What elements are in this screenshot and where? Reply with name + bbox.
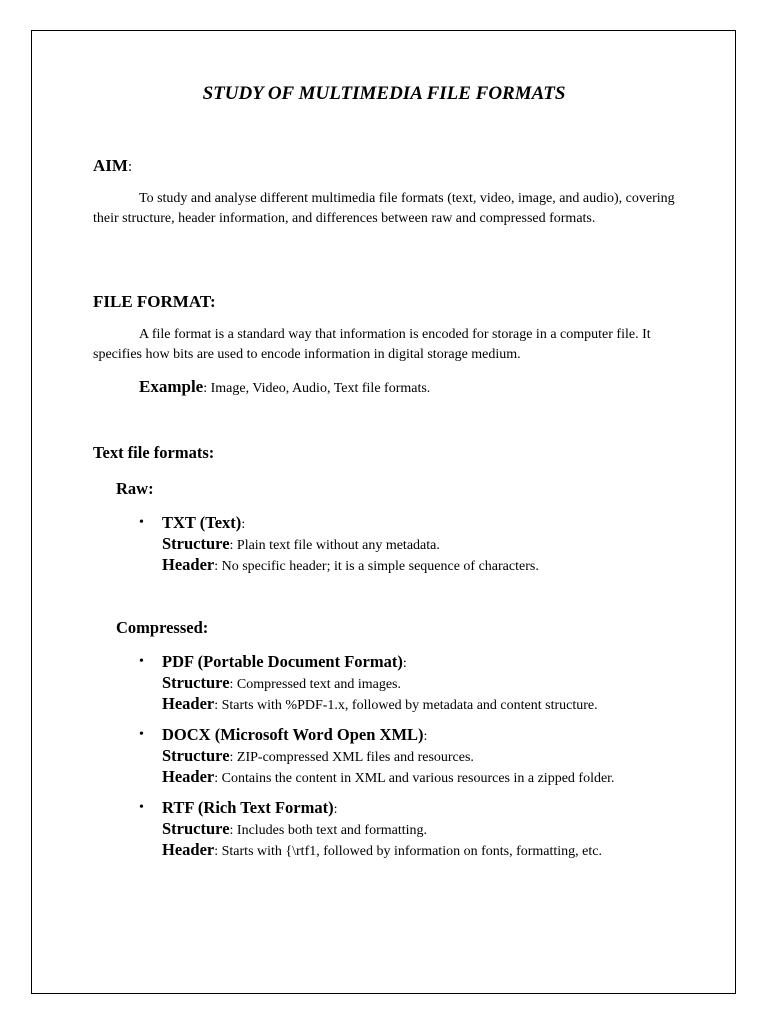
item-docx-title — [162, 725, 427, 745]
item-txt-structure — [162, 534, 440, 554]
file-format-heading: FILE FORMAT: — [93, 292, 216, 311]
header-label: Header — [162, 694, 215, 713]
structure-label: Structure — [162, 673, 230, 692]
item-docx-header — [162, 767, 615, 787]
bullet-rtf: • — [139, 800, 144, 815]
item-txt-colon: : — [241, 517, 246, 532]
item-pdf-name: PDF (Portable Document Format) — [162, 652, 403, 671]
aim-heading — [93, 156, 132, 176]
bullet-txt: • — [139, 515, 144, 530]
aim-heading-colon: : — [127, 159, 133, 175]
text-formats-heading: Text file formats: — [93, 443, 215, 462]
item-rtf-colon: : — [333, 802, 338, 817]
item-rtf-structure — [162, 819, 427, 839]
example-line — [139, 377, 430, 397]
item-txt-name: TXT (Text) — [162, 513, 242, 532]
item-txt-header — [162, 555, 539, 575]
item-pdf-title — [162, 652, 407, 672]
compressed-heading: Compressed: — [116, 618, 209, 637]
file-format-paragraph: A file format is a standard way that information is encoded for storage in a computer file. It specifies how bits are used to encode information in digital storage medium. — [93, 327, 651, 362]
item-docx-structure — [162, 746, 474, 766]
bullet-docx: • — [139, 727, 144, 742]
header-label: Header — [162, 767, 215, 786]
header-value: : No specific header; it is a simple sequence of characters. — [214, 559, 539, 574]
example-text: : Image, Video, Audio, Text file formats. — [203, 381, 431, 396]
bullet-pdf: • — [139, 654, 144, 669]
aim-paragraph: To study and analyse different multimedia file formats (text, video, image, and audio), covering their structure, header information, and differences between raw and compressed formats. — [93, 191, 675, 226]
structure-value: : Plain text file without any metadata. — [229, 538, 440, 553]
header-label: Header — [162, 555, 215, 574]
item-rtf-header — [162, 840, 602, 860]
aim-heading-text: AIM — [93, 156, 128, 175]
item-docx-colon: : — [423, 729, 428, 744]
header-value: : Starts with %PDF-1.x, followed by metadata and content structure. — [214, 698, 598, 713]
structure-value: : Compressed text and images. — [229, 677, 401, 692]
item-pdf-structure — [162, 673, 401, 693]
item-pdf-header — [162, 694, 598, 714]
header-value: : Starts with {\rtf1, followed by information on fonts, formatting, etc. — [214, 844, 603, 859]
structure-label: Structure — [162, 819, 230, 838]
document-title: STUDY OF MULTIMEDIA FILE FORMATS — [202, 83, 566, 104]
structure-label: Structure — [162, 746, 230, 765]
header-value: : Contains the content in XML and various resources in a zipped folder. — [214, 771, 615, 786]
item-rtf-title — [162, 798, 337, 818]
item-rtf-name: RTF (Rich Text Format) — [162, 798, 334, 817]
header-label: Header — [162, 840, 215, 859]
structure-value: : Includes both text and formatting. — [229, 823, 428, 838]
structure-value: : ZIP-compressed XML files and resources. — [229, 750, 474, 765]
structure-label: Structure — [162, 534, 230, 553]
raw-heading: Raw: — [116, 479, 154, 498]
item-docx-name: DOCX (Microsoft Word Open XML) — [162, 725, 424, 744]
item-pdf-colon: : — [402, 656, 407, 671]
item-txt-title — [162, 513, 245, 533]
example-label: Example — [139, 377, 204, 396]
